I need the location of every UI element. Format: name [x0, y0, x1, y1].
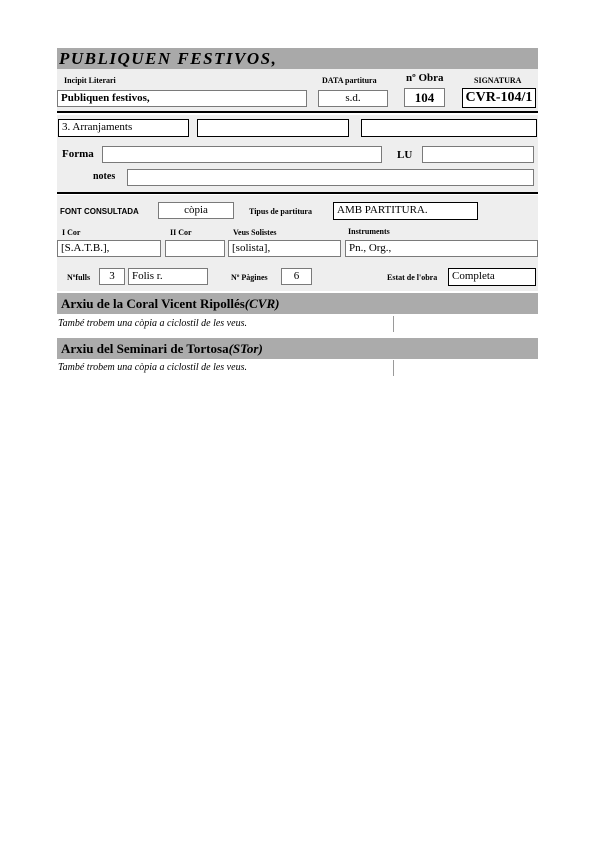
archive-code: (CVR): [244, 296, 280, 311]
n-fulls-label: Nºfulls: [67, 273, 91, 282]
tipus-partitura-field[interactable]: AMB PARTITURA.: [333, 202, 478, 220]
ii-cor-field[interactable]: [165, 240, 225, 257]
title-bar: [57, 48, 538, 69]
estat-obra-label: Estat de l'obra: [387, 273, 438, 282]
incipit-field[interactable]: Publiquen festivos,: [57, 90, 307, 107]
lu-field[interactable]: [422, 146, 534, 163]
n-obra-field[interactable]: 104: [404, 88, 445, 107]
tipus-partitura-label: Tipus de partitura: [249, 207, 312, 216]
n-obra-label: nº Obra: [406, 72, 444, 84]
column-divider: [393, 316, 394, 332]
instruments-field[interactable]: Pn., Org.,: [345, 240, 538, 257]
veus-solistes-label: Veus Solistes: [233, 228, 277, 237]
secondary-field-2[interactable]: [361, 119, 537, 137]
notes-field[interactable]: [127, 169, 534, 186]
i-cor-field[interactable]: [S.A.T.B.],: [57, 240, 161, 257]
veus-solistes-field[interactable]: [solista],: [228, 240, 341, 257]
divider: [57, 192, 538, 194]
divider: [57, 111, 538, 113]
estat-obra-field[interactable]: Completa: [448, 268, 536, 286]
lu-label: LU: [397, 149, 413, 161]
column-divider: [393, 360, 394, 376]
font-consultada-field[interactable]: còpia: [158, 202, 234, 219]
font-consultada-label: FONT CONSULTADA: [60, 207, 139, 216]
category-field[interactable]: 3. Arranjaments: [58, 119, 189, 137]
folis-field[interactable]: Folis r.: [128, 268, 208, 285]
signatura-label: SIGNATURA: [474, 76, 522, 85]
archive-name: Arxiu del Seminari de Tortosa: [61, 341, 229, 356]
signatura-field[interactable]: CVR-104/1: [462, 88, 536, 108]
data-partitura-field[interactable]: s.d.: [318, 90, 388, 107]
archive-note: També trobem una còpia a ciclostil de les veus.: [58, 318, 247, 329]
data-partitura-label: DATA partitura: [322, 76, 377, 85]
archive-code: (STor): [228, 341, 263, 356]
forma-label: Forma: [62, 148, 94, 160]
n-pagines-field[interactable]: 6: [281, 268, 312, 285]
n-fulls-field[interactable]: 3: [99, 268, 125, 285]
page-title: PUBLIQUEN FESTIVOS,: [59, 49, 278, 68]
forma-field[interactable]: [102, 146, 382, 163]
archive-note: També trobem una còpia a ciclostil de les veus.: [58, 362, 247, 373]
i-cor-label: I Cor: [62, 228, 81, 237]
incipit-label: Incipit Literari: [64, 76, 116, 85]
ii-cor-label: II Cor: [170, 228, 192, 237]
archive-name: Arxiu de la Coral Vicent Ripollés: [61, 296, 245, 311]
archive-header: [57, 293, 538, 314]
archive-header: [57, 338, 538, 359]
secondary-field-1[interactable]: [197, 119, 349, 137]
instruments-label: Instruments: [348, 227, 390, 236]
notes-label: notes: [93, 171, 116, 182]
n-pagines-label: Nº Pàgines: [231, 273, 268, 282]
